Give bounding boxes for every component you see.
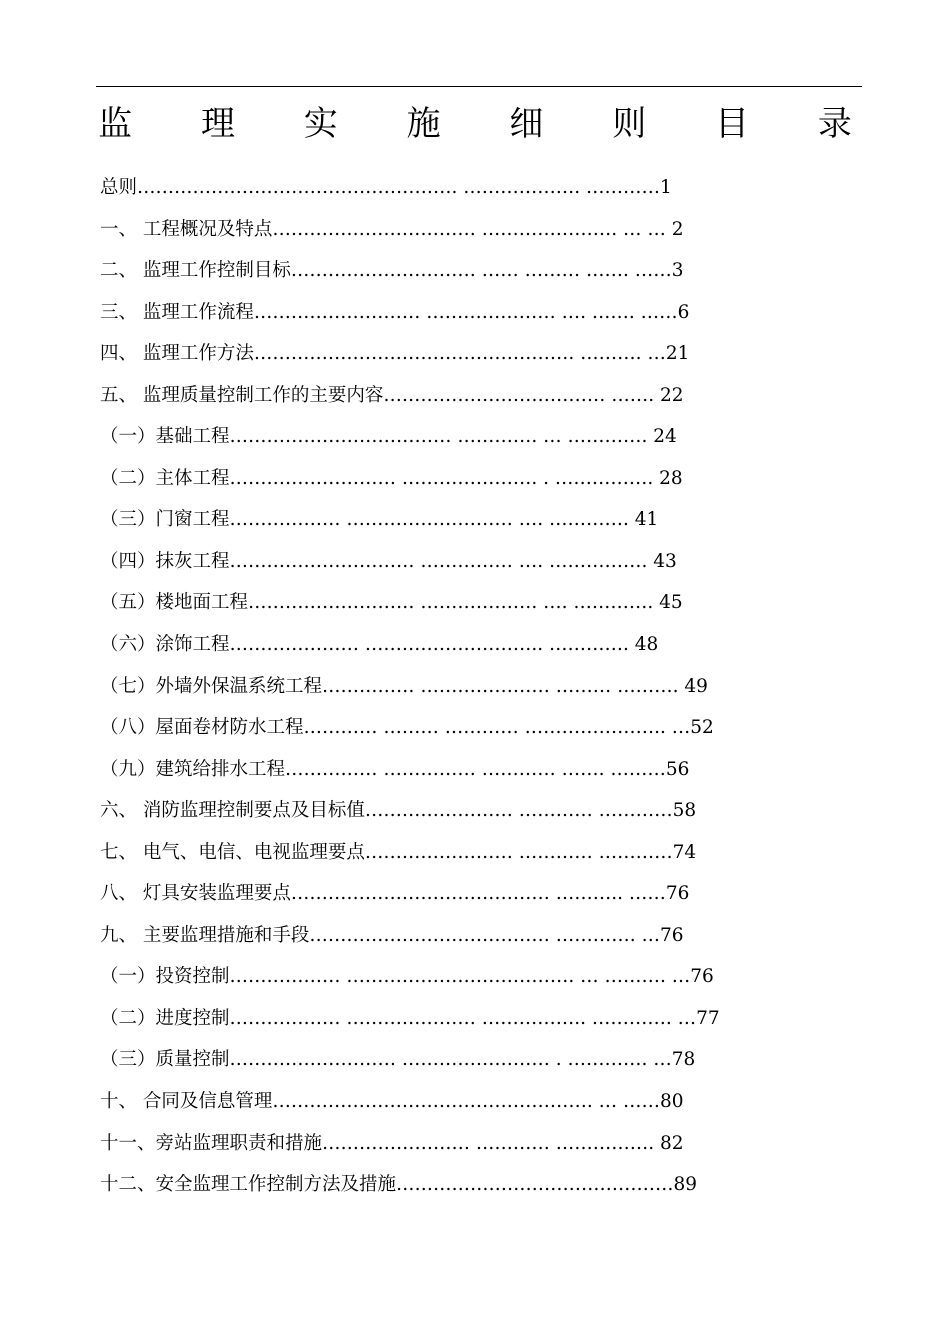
toc-entry-text: （三）质量控制……………………… …………………… . …………. …78	[100, 1049, 696, 1071]
toc-entry	[100, 250, 860, 292]
toc-entry-text: （四）抹灰工程………………………… …………… …. ……………. 43	[100, 550, 677, 572]
toc-entry	[100, 499, 860, 541]
toc-entry-text: （二）主体工程……………………… …………………. . ……………. 28	[100, 467, 683, 489]
toc-entry	[100, 1123, 860, 1165]
toc-entry	[100, 707, 860, 749]
toc-entry	[100, 582, 860, 624]
toc-entry-text: （三）门窗工程……………… ……………………… …. …………. 41	[100, 509, 659, 531]
toc-entry-text: 一、 工程概况及特点…………………………… …………………. … … 2	[100, 218, 684, 240]
toc-entry-text: 六、 消防监理控制要点及目标值…………………… ………… …………58	[100, 800, 697, 822]
toc-entry	[100, 832, 860, 874]
toc-entry	[100, 1039, 860, 1081]
toc-entry	[100, 956, 860, 998]
toc-entry-text: 十二、安全监理工作控制方法及措施………………………………………89	[100, 1174, 698, 1196]
toc-entry	[100, 998, 860, 1040]
toc-entry-text: （七）外墙外保温系统工程…………… ………………… ……… ………. 49	[100, 675, 708, 697]
toc-entry-text: （九）建筑给排水工程…………… …………… ………… ……. ………56	[100, 758, 690, 780]
toc-entry-text: 九、 主要监理措施和手段………………………………… …………. …76	[100, 924, 684, 946]
toc-entry	[100, 666, 860, 708]
toc-entry-text: 十、 合同及信息管理……………………………………………. … ……80	[100, 1091, 684, 1113]
toc-entry	[100, 292, 860, 334]
toc-entry	[100, 375, 860, 417]
toc-entry	[100, 541, 860, 583]
toc-entry	[100, 624, 860, 666]
table-of-contents	[100, 167, 860, 1206]
toc-entry-text: 十一、旁站监理职责和措施…………………… ………… ……………. 82	[100, 1132, 684, 1154]
toc-entry	[100, 1081, 860, 1123]
toc-entry	[100, 209, 860, 251]
toc-entry-text: 总则……………………………………………. ………………. …………1	[100, 177, 672, 198]
toc-entry-text: 二、 监理工作控制目标………………………… …… ……… ……. ……3	[100, 260, 684, 282]
top-rule	[96, 86, 862, 87]
toc-entry-text: 三、 监理工作流程……………………… ………………… …. ……. ……6	[100, 301, 690, 323]
toc-entry	[100, 1164, 860, 1206]
toc-entry	[100, 416, 860, 458]
toc-entry-text: 五、 监理质量控制工作的主要内容……………………………… ……. 22	[100, 384, 684, 406]
toc-entry-text: （一）基础工程……………………………… …………. … …………. 24	[100, 426, 677, 448]
toc-entry-text: （五）楼地面工程……………………… ………………. …. …………. 45	[100, 592, 683, 614]
toc-entry-text: 四、 监理工作方法……………………………………………. ………. …21	[100, 343, 690, 365]
toc-entry-text: 七、 电气、电信、电视监理要点…………………… ………… …………74	[100, 841, 697, 863]
toc-entry	[100, 873, 860, 915]
toc-entry	[100, 458, 860, 500]
toc-entry-text: （一）投资控制……………… ………………………………. … ………. …76	[100, 966, 714, 988]
toc-entry	[100, 790, 860, 832]
toc-entry-text: （二）进度控制……………… ………………… …………….. …………. …77	[100, 1007, 720, 1029]
toc-entry-text: （八）屋面卷材防水工程………… ……… ………… ………………….. …52	[100, 717, 714, 739]
toc-entry-text: 八、 灯具安装监理要点…………………………………… ……….. ……76	[100, 883, 690, 905]
toc-entry-text: （六）涂饰工程………………… ……………………….. …………. 48	[100, 634, 659, 656]
toc-entry	[100, 915, 860, 957]
toc-entry	[100, 167, 860, 209]
page-title: 监 理 实 施 细 则 目 录	[98, 104, 881, 144]
toc-entry	[100, 749, 860, 791]
toc-entry	[100, 333, 860, 375]
